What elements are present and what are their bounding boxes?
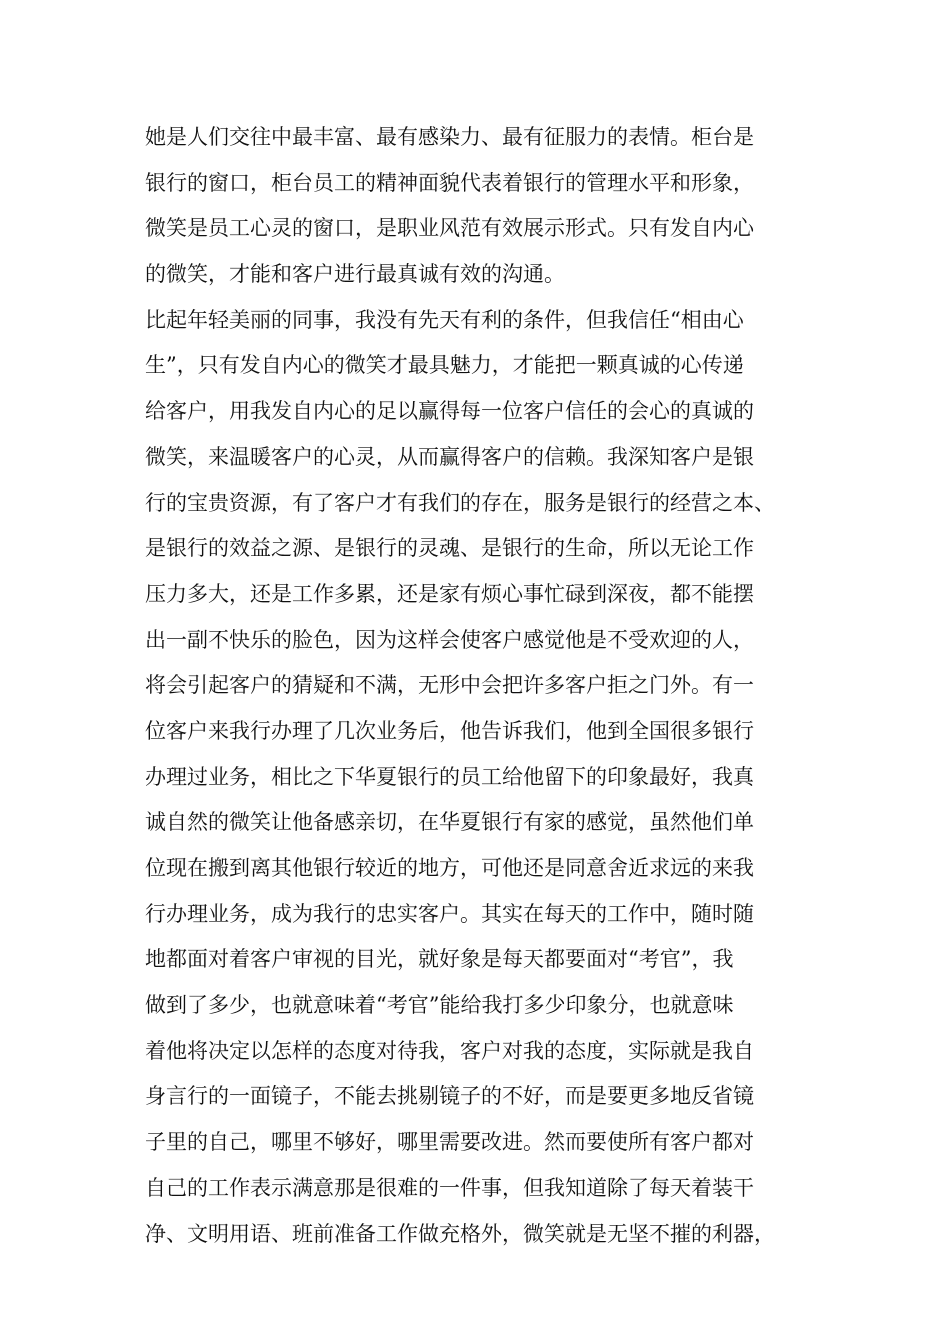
text-line-5: 比起年轻美丽的同事，我没有先天有利的条件，但我信任“相由心: [145, 307, 744, 332]
text-line-23: 子里的自己，哪里不够好，哪里需要改进。然而要使所有客户都对: [145, 1130, 754, 1155]
text-line-16: 诚自然的微笑让他备感亲切，在华夏银行有家的感觉，虽然他们单: [145, 810, 754, 835]
text-line-12: 出一副不快乐的脸色，因为这样会使客户感觉他是不受欢迎的人，: [145, 627, 754, 652]
text-line-7: 给客户，用我发自内心的足以赢得每一位客户信任的会心的真诚的: [145, 399, 754, 424]
text-line-4: 的微笑，才能和客户进行最真诚有效的沟通。: [145, 262, 565, 287]
text-line-8: 微笑，来温暖客户的心灵，从而赢得客户的信赖。我深知客户是银: [145, 444, 754, 469]
text-line-2: 银行的窗口，柜台员工的精神面貌代表着银行的管理水平和形象，: [145, 170, 754, 195]
text-line-10: 是银行的效益之源、是银行的灵魂、是银行的生命，所以无论工作: [145, 536, 754, 561]
text-line-24: 自己的工作表示满意那是很难的一件事，但我知道除了每天着装干: [145, 1175, 754, 1200]
text-line-17: 位现在搬到离其他银行较近的地方，可他还是同意舍近求远的来我: [145, 856, 754, 880]
text-line-1: 她是人们交往中最丰富、最有感染力、最有征服力的表情。柜台是: [145, 125, 754, 149]
text-line-25: 净、文明用语、班前准备工作做充格外，微笑就是无坚不摧的利器，: [145, 1221, 775, 1246]
text-line-9: 行的宝贵资源，有了客户才有我们的存在，服务是银行的经营之本、: [145, 490, 775, 515]
text-line-19: 地都面对着客户审视的目光，就好象是每天都要面对“考官”，我: [145, 947, 734, 972]
text-line-3: 微笑是员工心灵的窗口，是职业风范有效展示形式。只有发自内心: [145, 216, 754, 241]
text-line-14: 位客户来我行办理了几次业务后，他告诉我们，他到全国很多银行: [145, 718, 754, 743]
text-line-6: 生”，只有发自内心的微笑才最具魅力，才能把一颗真诚的心传递: [145, 353, 744, 378]
text-line-15: 办理过业务，相比之下华夏银行的员工给他留下的印象最好，我真: [145, 764, 754, 789]
text-line-13: 将会引起客户的猜疑和不满，无形中会把许多客户拒之门外。有一: [145, 673, 754, 698]
body-text: [145, 115, 825, 1257]
text-line-11: 压力多大，还是工作多累，还是家有烦心事忙碌到深夜，都不能摆: [145, 581, 754, 606]
text-line-18: 行办理业务，成为我行的忠实客户。其实在每天的工作中，随时随: [145, 901, 754, 926]
text-line-22: 身言行的一面镜子，不能去挑剔镜子的不好，而是要更多地反省镜: [145, 1084, 754, 1109]
text-line-21: 着他将决定以怎样的态度对待我，客户对我的态度，实际就是我自: [145, 1038, 754, 1063]
text-line-20: 做到了多少，也就意味着“考官”能给我打多少印象分，也就意味: [145, 993, 734, 1018]
